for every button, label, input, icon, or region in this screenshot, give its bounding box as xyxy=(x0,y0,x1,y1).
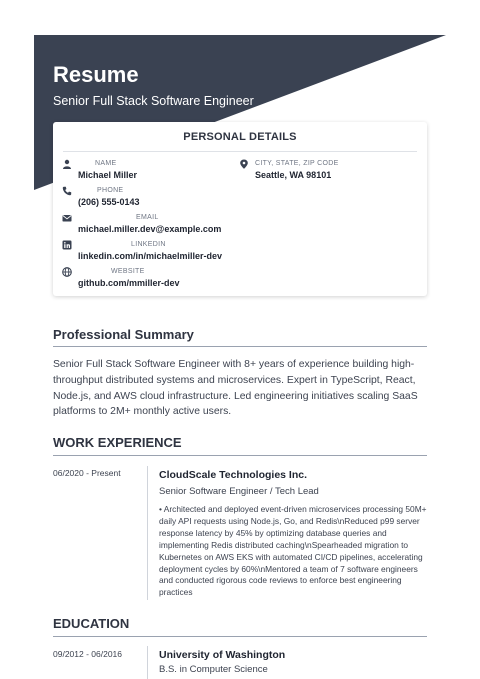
education-dates: 09/2012 - 06/2016 xyxy=(53,649,123,659)
work-experience-divider xyxy=(53,455,427,456)
email-value[interactable]: michael.miller.dev@example.com xyxy=(78,224,222,234)
email-icon xyxy=(62,213,72,223)
work-role: Senior Software Engineer / Tech Lead xyxy=(159,486,319,497)
personal-details-card xyxy=(53,122,427,296)
name-value: Michael Miller xyxy=(78,170,138,180)
globe-icon xyxy=(62,267,72,277)
phone-label: PHONE xyxy=(97,187,124,194)
email-label: EMAIL xyxy=(136,214,159,221)
resume-subtitle: Senior Full Stack Software Engineer xyxy=(53,94,254,108)
education-school: University of Washington xyxy=(159,649,286,661)
education-timeline-line xyxy=(147,646,148,679)
name-label: NAME xyxy=(95,160,117,167)
linkedin-value[interactable]: linkedin.com/in/michaelmiller-dev xyxy=(78,251,223,261)
linkedin-label: LINKEDIN xyxy=(131,241,166,248)
location-value: Seattle, WA 98101 xyxy=(255,170,332,180)
location-pin-icon xyxy=(239,159,249,169)
education-degree: B.S. in Computer Science xyxy=(159,664,268,675)
personal-details-heading: PERSONAL DETAILS xyxy=(183,131,297,143)
summary-text: Senior Full Stack Software Engineer with 8+ years of experience building high-throughput distributed systems and microservices. Expert in TypeScript, React, Node.js, and AWS cloud infrastructure. Led engineering initiatives scaling SaaS platforms to 2M+ monthly active users. xyxy=(53,359,418,418)
website-value[interactable]: github.com/mmiller-dev xyxy=(78,278,180,288)
summary-divider xyxy=(53,346,427,347)
work-experience-heading: WORK EXPERIENCE xyxy=(53,435,182,450)
linkedin-icon xyxy=(62,240,72,250)
website-label: WEBSITE xyxy=(111,268,145,275)
phone-value: (206) 555-0143 xyxy=(78,197,140,207)
location-label: CITY, STATE, ZIP CODE xyxy=(255,160,339,167)
work-bullet: • Architected and deployed event-driven microservices processing 50M+ daily API requests using Node.js, Go, and Redis\nReduced p99 server response latency by 45% by optimizing database queries and implementing Redis distributed caching\nSpearheaded migration to Kubernetes on AWS EKS with automated CI/CD pipelines, accelerating deployment cycles by 60%\nMentored a team of 7 software engineers and conducted rigorous code reviews to enforce best engineering practices xyxy=(159,504,427,598)
phone-icon xyxy=(62,186,72,196)
work-company: CloudScale Technologies Inc. xyxy=(159,469,307,481)
education-divider xyxy=(53,636,427,637)
work-timeline-line xyxy=(147,466,148,600)
personal-details-divider xyxy=(63,151,417,152)
person-icon xyxy=(62,159,72,169)
resume-title: Resume xyxy=(53,62,139,87)
education-heading: EDUCATION xyxy=(53,616,130,631)
work-dates: 06/2020 - Present xyxy=(53,468,121,478)
summary-heading: Professional Summary xyxy=(53,327,194,342)
